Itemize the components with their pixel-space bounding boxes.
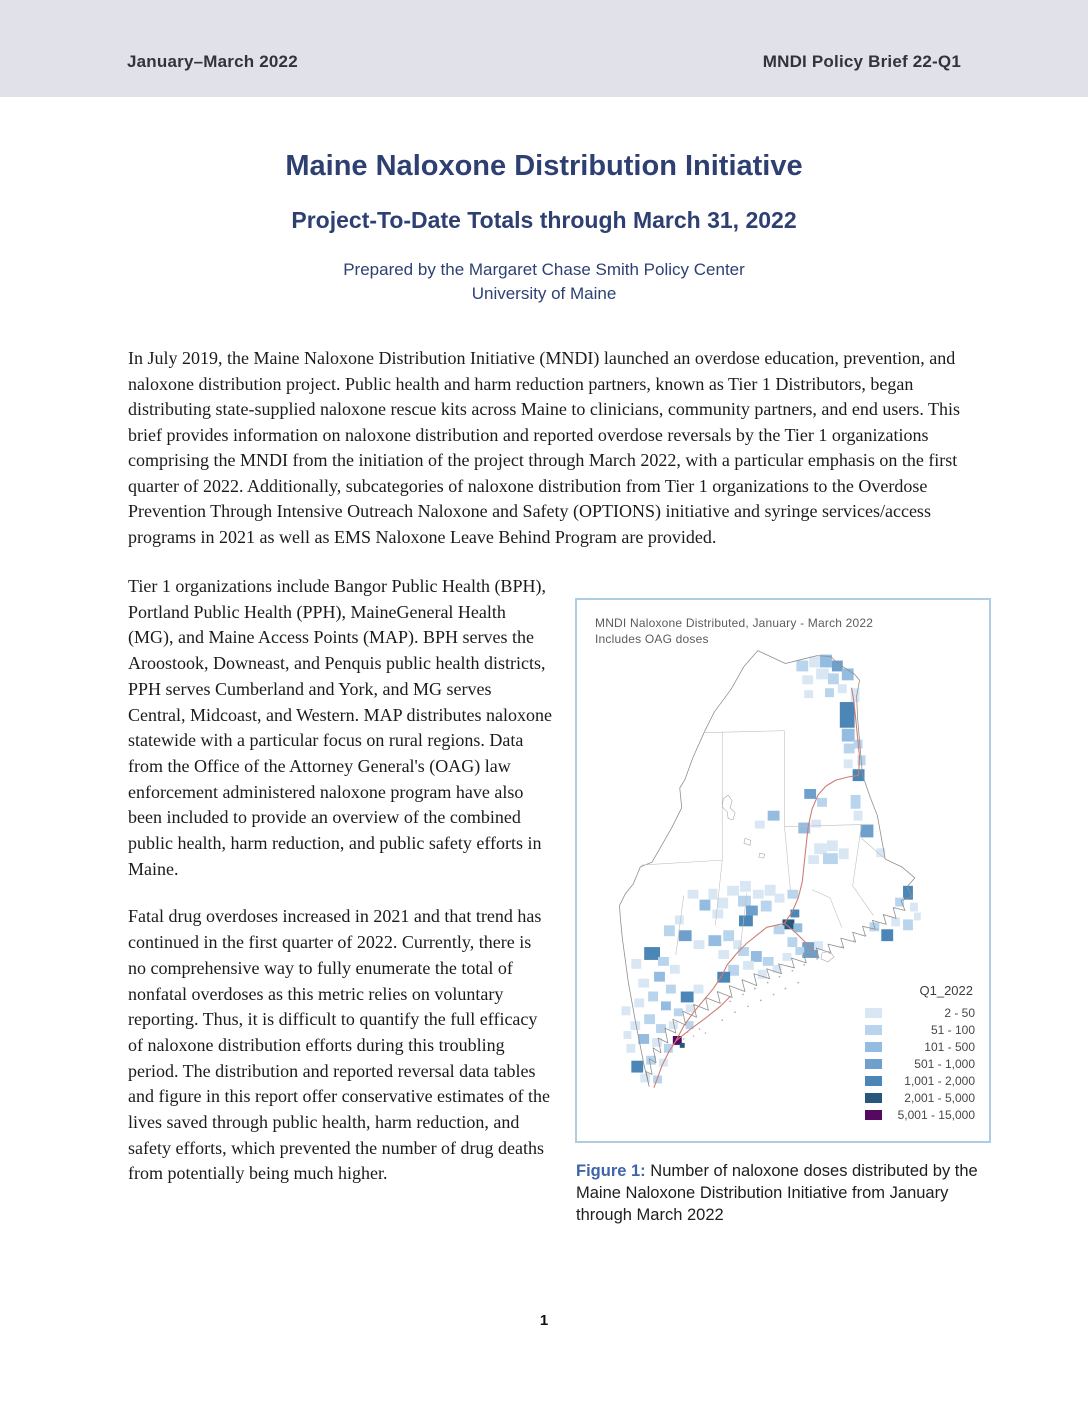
map-cell [787, 937, 797, 947]
map-cell [740, 881, 751, 892]
map-cell [670, 965, 680, 974]
legend-rows [865, 1004, 975, 1123]
map-cell [675, 915, 684, 924]
header-date-range: January–March 2022 [127, 51, 298, 71]
page-subtitle: Project-To-Date Totals through March 31, 2022 [291, 207, 797, 233]
map-cell [654, 972, 665, 982]
map-cell [739, 915, 753, 926]
map-cell [793, 923, 802, 932]
map-legend [865, 983, 975, 1123]
map-cell [790, 910, 799, 918]
map-cell [811, 820, 821, 828]
map-cell [808, 855, 819, 864]
legend-label: 1,001 - 2,000 [904, 1073, 975, 1088]
map-cell [832, 661, 843, 672]
map-cell [723, 930, 734, 941]
map-cell [914, 912, 921, 920]
map-cell [827, 840, 838, 851]
page-header [0, 0, 1088, 97]
map-cell [631, 959, 641, 969]
map-cell [839, 848, 849, 859]
map-cell [727, 886, 739, 896]
left-column-paragraph-1: Tier 1 organizations include Bangor Public Health (BPH), Portland Public Health (PPH), MaineGeneral Health (MG), and Maine Access Points (MAP). BPH serves the Aroostook, Downeast, and Penquis public health districts, PPH serves Cumberland and York, and MG serves Central, Midcoast, and Western. MAP distributes naloxone statewide with a particular focus on rural regions. Data from the Office of the Attorney General's (OAG) law enforcement administered naloxone program have also been included to provide an overview of the combined public health, harm reduction, and public safety efforts in Maine. [128, 576, 552, 879]
map-cell [694, 940, 705, 949]
map-cell [712, 910, 723, 919]
legend-label: 101 - 500 [924, 1039, 975, 1054]
page-number: 1 [539, 1312, 549, 1329]
map-cell [842, 729, 855, 742]
map-cell [817, 798, 827, 807]
legend-label: 51 - 100 [930, 1022, 975, 1037]
map-cell [840, 702, 855, 728]
map-cell [631, 1061, 643, 1073]
map-cell [809, 657, 820, 668]
legend-row [865, 1004, 975, 1021]
map-cell [838, 684, 847, 693]
map-cell [910, 903, 918, 912]
map-cell [844, 744, 855, 754]
map-cell [804, 789, 816, 799]
prepared-by-line1: Prepared by the Margaret Chase Smith Policy Center [343, 260, 745, 279]
map-cell [814, 843, 827, 854]
map-cell [903, 886, 913, 900]
map-cell [851, 795, 861, 809]
map-cell [656, 1024, 666, 1033]
intro-paragraph: In July 2019, the Maine Naloxone Distribution Initiative (MNDI) launched an overdose education, prevention, and naloxone distribution project. Public health and harm reduction partners, known as Tier 1 Distributors, began distributing state-supplied naloxone rescue kits across Maine to clinicians, community partners, and end users. This brief provides information on naloxone distribution and reported overdose reversals by the Tier 1 organizations comprising the MNDI from the initiation of the project through March 2022, with a particular emphasis on the first quarter of 2022. Additionally, subcategories of naloxone distribution from Tier 1 organizations to the Overdose Prevention Through Intensive Outreach Naloxone and Safety (OPTIONS) initiative and syringe services/access programs in 2021 as well as EMS Naloxone Leave Behind Program are provided. [128, 348, 960, 547]
map-cell [708, 889, 717, 900]
header-brief-id: MNDI Policy Brief 22-Q1 [762, 51, 961, 71]
map-cell [891, 917, 900, 926]
legend-swatch [865, 1008, 882, 1018]
map-cell [751, 951, 762, 962]
map-cell [775, 894, 785, 903]
map-cell [648, 992, 658, 1002]
map-cell [681, 992, 694, 1003]
map-cell [844, 759, 853, 768]
map-cell [854, 811, 863, 821]
map-cell [903, 919, 913, 930]
map-cell [881, 929, 893, 941]
map-title [595, 615, 873, 647]
map-cell [765, 885, 776, 896]
map-cell [755, 821, 765, 829]
map-title-line2: Includes OAG doses [595, 632, 709, 646]
map-cell [718, 950, 729, 959]
map-cell [640, 1074, 650, 1083]
map-cell [763, 957, 774, 966]
map-cell [802, 675, 813, 684]
map-cell [717, 898, 728, 909]
map-cell [768, 811, 780, 821]
legend-row [865, 1106, 975, 1123]
map-cell [828, 673, 839, 684]
map-cell [658, 957, 669, 966]
map-cell [738, 896, 751, 907]
legend-row [865, 1055, 975, 1072]
map-cell [717, 972, 730, 983]
figure-caption-label: Figure 1: [576, 1162, 646, 1180]
map-cell [761, 901, 772, 912]
map-cell [738, 947, 749, 956]
left-column [128, 574, 552, 1187]
map-cell [795, 947, 804, 955]
map-cell [816, 668, 829, 679]
map-cell [686, 1004, 695, 1012]
legend-title: Q1_2022 [919, 983, 973, 998]
map-cell [688, 890, 699, 899]
map-cell [666, 985, 676, 994]
legend-swatch [865, 1093, 882, 1103]
map-cell [694, 985, 704, 994]
legend-row [865, 1072, 975, 1089]
figure-caption-text: Number of naloxone doses distributed by the Maine Naloxone Distribution Initiative from January through March 2022 [576, 1162, 978, 1224]
prepared-by-block [0, 258, 1088, 306]
legend-label: 501 - 1,000 [914, 1056, 975, 1071]
map-cell [661, 1001, 671, 1010]
map-cell [680, 1043, 685, 1048]
legend-row [865, 1089, 975, 1106]
map-cell [823, 853, 838, 864]
prepared-by-line2: University of Maine [471, 284, 617, 303]
legend-swatch [865, 1042, 882, 1052]
map-cell [621, 1006, 630, 1015]
legend-swatch [865, 1076, 882, 1086]
map-cell [753, 890, 764, 899]
map-cell [783, 953, 792, 961]
map-cell [700, 900, 711, 911]
map-cell [796, 661, 808, 672]
map-cell [774, 925, 785, 934]
legend-swatch [865, 1059, 882, 1069]
map-cell [825, 688, 834, 697]
figure-1-map [575, 598, 991, 1143]
legend-label: 5,001 - 15,000 [897, 1107, 975, 1122]
map-cell [787, 890, 798, 899]
map-cell [804, 690, 813, 698]
map-cell [644, 947, 660, 960]
map-cell [626, 1044, 635, 1053]
map-cell [746, 906, 758, 916]
map-cell [708, 935, 721, 946]
legend-row [865, 1021, 975, 1038]
map-cell [638, 979, 649, 988]
map-cell [743, 961, 754, 970]
map-cell [664, 925, 675, 936]
figure-caption [576, 1160, 996, 1226]
legend-swatch [865, 1025, 882, 1035]
map-cell [623, 1031, 631, 1039]
map-title-line1: MNDI Naloxone Distributed, January - March 2022 [595, 616, 874, 630]
map-cell [644, 1014, 655, 1024]
map-cell [679, 930, 692, 941]
legend-swatch [865, 1110, 882, 1120]
highway-route [654, 688, 860, 1087]
map-cell [861, 825, 874, 838]
legend-label: 2,001 - 5,000 [904, 1090, 975, 1105]
left-column-paragraph-2: Fatal drug overdoses increased in 2021 and that trend has continued in the first quarter of 2022. Currently, there is no comprehensive way to fully enumerate the total of nonfatal overdoses as this metric relies on voluntary reporting. Thus, it is difficult to quantify the full efficacy of naloxone distribution efforts during this troubling period. The distribution and reported reversal data tables and figure in this report offer conservative estimates of the lives saved through public health, harm reduction, and safety efforts, which prevented the number of drug deaths from potentially being much higher. [128, 906, 551, 1184]
legend-row [865, 1038, 975, 1055]
map-cell [674, 1008, 683, 1016]
map-cell [634, 998, 644, 1007]
legend-label: 2 - 50 [944, 1005, 975, 1020]
page-title: Maine Naloxone Distribution Initiative [285, 150, 803, 182]
